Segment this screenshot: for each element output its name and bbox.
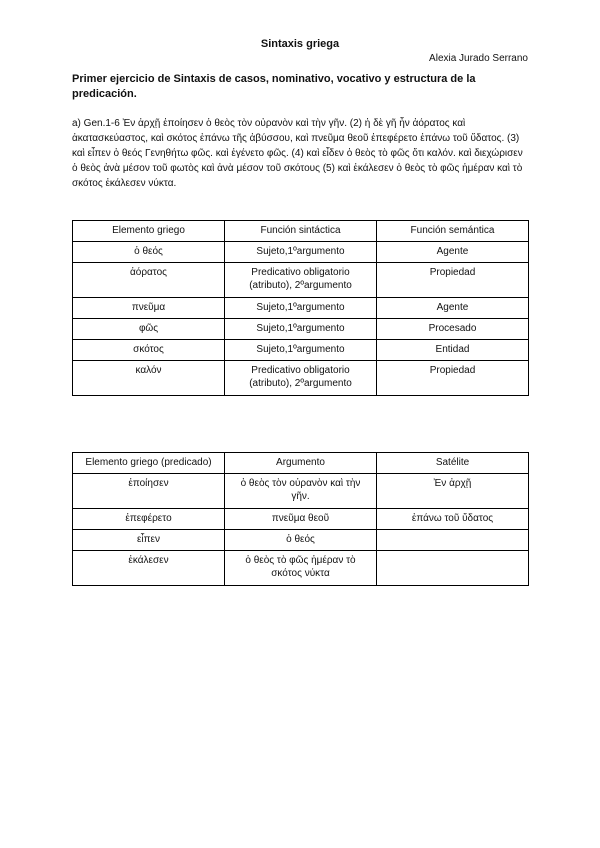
header-cell: Función sintáctica — [225, 221, 377, 242]
table-cell: Sujeto,1ºargumento — [225, 298, 377, 319]
document-title: Sintaxis griega — [260, 38, 340, 50]
table-row — [73, 361, 529, 396]
table-cell: σκότος — [73, 340, 225, 361]
table-cell: ὁ θεὸς τὸν οὐρανὸν καὶ τὴν γῆν. — [225, 474, 377, 509]
table-cell — [377, 530, 529, 551]
table-row — [73, 474, 529, 509]
table-cell: Propiedad — [377, 361, 529, 396]
table-cell: φῶς — [73, 319, 225, 340]
table-cell — [377, 551, 529, 586]
table-cell: Sujeto,1ºargumento — [225, 340, 377, 361]
table-cell: πνεῦμα θεοῦ — [225, 509, 377, 530]
table-cell: ἐπεφέρετο — [73, 509, 225, 530]
table-row — [73, 530, 529, 551]
table-row — [73, 242, 529, 263]
header-cell: Argumento — [225, 453, 377, 474]
exercise-heading: Primer ejercicio de Sintaxis de casos, nominativo, vocativo y estructura de la predicación. — [72, 73, 476, 100]
table-cell: Procesado — [377, 319, 529, 340]
header-cell: Elemento griego (predicado) — [73, 453, 225, 474]
author-name: Alexia Jurado Serrano — [429, 53, 528, 64]
table-cell: ἐκάλεσεν — [73, 551, 225, 586]
header-cell: Satélite — [377, 453, 529, 474]
header-cell: Función semántica — [377, 221, 529, 242]
table-cell: ὁ θεὸς τὸ φῶς ἡμέραν τὸ σκότος νύκτα — [225, 551, 377, 586]
table-cell: Agente — [377, 242, 529, 263]
table-cell: Entidad — [377, 340, 529, 361]
table-row — [73, 319, 529, 340]
table-row — [73, 298, 529, 319]
table-cell: Ἐν ἀρχῇ — [377, 474, 529, 509]
table-cell: καλόν — [73, 361, 225, 396]
table-row — [73, 263, 529, 298]
table-cell: Agente — [377, 298, 529, 319]
table-cell: ὁ θεός — [225, 530, 377, 551]
table-row — [73, 551, 529, 586]
table-cell: ἐπάνω τοῦ ὕδατος — [377, 509, 529, 530]
table-cell: εἶπεν — [73, 530, 225, 551]
table-cell: ἐποίησεν — [73, 474, 225, 509]
table-cell: ὁ θεός — [73, 242, 225, 263]
header-cell: Elemento griego — [73, 221, 225, 242]
table-cell: Propiedad — [377, 263, 529, 298]
table-cell: ἀόρατος — [73, 263, 225, 298]
greek-text-paragraph: a) Gen.1-6 Ἐν ἀρχῇ ἐποίησεν ὁ θεὸς τὸν οὐρανὸν καὶ τὴν γῆν. (2) ἡ δὲ γῆ ἦν ἀόρατος καὶ ἀκατασκεύαστος, καὶ σκότος ἐπάνω τῆς ἀβύσσου, καὶ πνεῦμα θεοῦ ἐπεφέρετο ἐπάνω τοῦ ὕδατος. (3) καὶ εἶπεν ὁ θεός Γενηθήτω φῶς. καὶ ἐγένετο φῶς. (4) καὶ εἶδεν ὁ θεὸς τὸ φῶς ὅτι καλόν. καὶ διεχώρισεν ὁ θεὸς ἀνὰ μέσον τοῦ φωτὸς καὶ ἀνὰ μέσον τοῦ σκότους (5) καὶ ἐκάλεσεν ὁ θεὸς τὸ φῶς ἡμέραν καὶ τὸ σκότος ἐκάλεσεν νύκτα. — [72, 118, 523, 189]
predication-structure-table — [72, 452, 529, 586]
table-header-row — [73, 453, 529, 474]
syntax-function-table — [72, 220, 529, 396]
table-header-row — [73, 221, 529, 242]
table-cell: πνεῦμα — [73, 298, 225, 319]
table-row — [73, 340, 529, 361]
table-cell: Predicativo obligatorio (atributo), 2ºargumento — [225, 263, 377, 298]
table-cell: Sujeto,1ºargumento — [225, 242, 377, 263]
table-cell: Predicativo obligatorio (atributo), 2ºargumento — [225, 361, 377, 396]
table-row — [73, 509, 529, 530]
table-cell: Sujeto,1ºargumento — [225, 319, 377, 340]
